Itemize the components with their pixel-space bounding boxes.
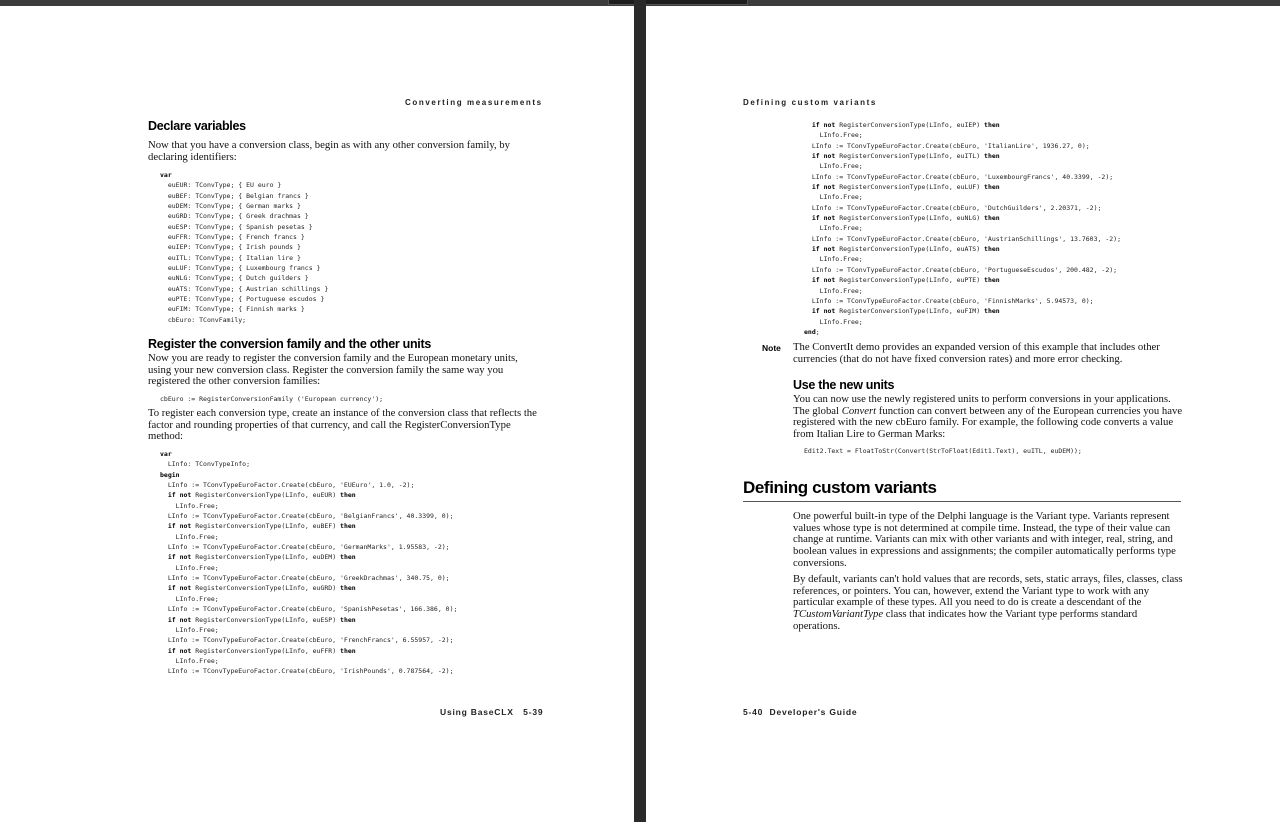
code-line: euIEP: TConvType; { Irish pounds } (160, 243, 301, 252)
running-head-left: Converting measurements (405, 98, 543, 107)
code-line: LInfo.Free; (804, 131, 863, 140)
code-line: euPTE: TConvType; { Portuguese escudos } (160, 295, 325, 304)
code-line: euNLG: TConvType; { Dutch guilders } (160, 274, 309, 283)
heading-declare-variables: Declare variables (148, 119, 246, 133)
code-line: LInfo := TConvTypeEuroFactor.Create(cbEuro, 'LuxembourgFrancs', 40.3399, -2); (804, 172, 1114, 181)
code-line: if not RegisterConversionType(LInfo, euESP) then (167, 615, 356, 624)
code-line: if not RegisterConversionType(LInfo, euGRD) then (167, 584, 356, 593)
code-line: cbEuro: TConvFamily; (160, 315, 247, 324)
code-line: euFIM: TConvType; { Finnish marks } (160, 305, 305, 314)
code-line: LInfo.Free; (804, 193, 863, 202)
code-line: if not RegisterConversionType(LInfo, euIEP) then (811, 121, 1000, 129)
heading-register-family: Register the conversion family and the other units (148, 337, 431, 351)
code-line: LInfo.Free; (804, 162, 863, 171)
code-line: if not RegisterConversionType(LInfo, euATS) then (811, 245, 1000, 254)
code-line: LInfo.Free; (804, 317, 863, 326)
code-convert-example: Edit2.Text = FloatToStr(Convert(StrToFloat(Edit1.Text), euITL, euDEM)); (804, 447, 1082, 455)
code-line: end; (804, 327, 820, 336)
code-block-declare (160, 170, 328, 325)
code-line: LInfo := TConvTypeEuroFactor.Create(cbEuro, 'BelgianFrancs', 40.3399, 0); (160, 512, 454, 521)
code-line: LInfo := TConvTypeEuroFactor.Create(cbEuro, 'GreekDrachmas', 340.75, 0); (160, 574, 450, 583)
page-gutter (634, 0, 646, 822)
code-line: euDEM: TConvType; { German marks } (160, 202, 301, 211)
paragraph-variants-1: One powerful built-in type of the Delphi language is the Variant type. Variants represent values whose type is not determined at compile time. Instead, the type of their value can change at runtime. Variants can mix with other variants and with integer, real, string, and boolean values in expressions and assignments; the compiler automatically performs type conversions. (793, 510, 1176, 569)
code-line: if not RegisterConversionType(LInfo, euPTE) then (811, 276, 1000, 285)
code-line: if not RegisterConversionType(LInfo, euBEF) then (167, 522, 356, 531)
code-line: LInfo := TConvTypeEuroFactor.Create(cbEuro, 'ItalianLire', 1936.27, 0); (804, 141, 1090, 150)
code-line: if not RegisterConversionType(LInfo, euEUR) then (167, 491, 356, 500)
code-line: LInfo := TConvTypeEuroFactor.Create(cbEuro, 'AustrianSchillings', 13.7603, -2); (804, 234, 1121, 243)
page-5-40 (646, 6, 1280, 822)
footer-left: Using BaseCLX 5-39 (440, 707, 544, 717)
code-line: LInfo.Free; (160, 656, 219, 665)
paragraph-register-types: To register each conversion type, create an instance of the conversion class that reflects the factor and rounding properties of that currency, and call the RegisterConversionType method: (148, 407, 537, 443)
heading-defining-custom-variants: Defining custom variants (743, 478, 937, 497)
code-line: euESP: TConvType; { Spanish pesetas } (160, 222, 313, 231)
footer-right: 5-40 Developer's Guide (743, 707, 858, 717)
convert-function-name: Convert (841, 404, 877, 417)
code-line: LInfo.Free; (804, 255, 863, 264)
paragraph-variants-2: By default, variants can't hold values that are records, sets, static arrays, files, classes, class references, or pointers. You can, however, extend the Variant type to work with any particular example of these types. All you need to do is create a descendant of the TCustomVariantType class that indicates how the Variant type performs standard operations. (793, 573, 1183, 632)
code-line: LInfo := TConvTypeEuroFactor.Create(cbEuro, 'PortugueseEscudos', 200.482, -2); (804, 265, 1118, 274)
code-line: var (160, 450, 172, 458)
code-line: LInfo: TConvTypeInfo; (160, 460, 251, 469)
code-line: euGRD: TConvType; { Greek drachmas } (160, 212, 309, 221)
code-line: LInfo.Free; (160, 625, 219, 634)
code-line: if not RegisterConversionType(LInfo, euLUF) then (811, 183, 1000, 192)
code-line: euEUR: TConvType; { EU euro } (160, 181, 282, 190)
code-line: LInfo.Free; (160, 532, 219, 541)
code-line: euATS: TConvType; { Austrian schillings } (160, 284, 329, 293)
heading-use-new-units: Use the new units (793, 378, 895, 392)
viewer-toolbar-handle[interactable] (608, 0, 748, 5)
code-line: LInfo := TConvTypeEuroFactor.Create(cbEuro, 'GermanMarks', 1.95583, -2); (160, 543, 450, 552)
code-block-register-types (160, 449, 457, 677)
code-line: begin (160, 470, 180, 479)
tcustomvarianttype-class-name: TCustomVariantType (793, 608, 884, 621)
code-line: LInfo := TConvTypeEuroFactor.Create(cbEuro, 'FinnishMarks', 5.94573, 0); (804, 296, 1094, 305)
note-text: The ConvertIt demo provides an expanded version of this example that includes other currencies (that do not have fixed conversion rates) and more error checking. (793, 341, 1160, 365)
code-line: LInfo.Free; (160, 594, 219, 603)
code-line: if not RegisterConversionType(LInfo, euFFR) then (167, 646, 356, 655)
code-line: if not RegisterConversionType(LInfo, euDEM) then (167, 553, 356, 562)
note-label: Note (762, 343, 781, 353)
code-line: euLUF: TConvType; { Luxembourg francs } (160, 264, 321, 273)
code-line: if not RegisterConversionType(LInfo, euFIM) then (811, 307, 1000, 316)
code-line: LInfo.Free; (160, 563, 219, 572)
code-line: LInfo := TConvTypeEuroFactor.Create(cbEuro, 'EUEuro', 1.0, -2); (160, 481, 415, 490)
code-line: LInfo := TConvTypeEuroFactor.Create(cbEuro, 'IrishPounds', 0.787564, -2); (160, 667, 454, 676)
code-line: LInfo := TConvTypeEuroFactor.Create(cbEuro, 'DutchGuilders', 2.20371, -2); (804, 203, 1102, 212)
page-5-39 (0, 6, 634, 822)
paragraph-declare-variables: Now that you have a conversion class, begin as with any other conversion family, by declaring identifiers: (148, 139, 510, 163)
code-line: if not RegisterConversionType(LInfo, euITL) then (811, 152, 1000, 161)
code-block-continued (804, 120, 1121, 337)
code-line: cbEuro := RegisterConversionFamily ('European currency'); (160, 395, 384, 403)
code-line: euITL: TConvType; { Italian lire } (160, 253, 301, 262)
code-line: euFFR: TConvType; { French francs } (160, 233, 305, 242)
code-line: LInfo.Free; (804, 224, 863, 233)
code-line: LInfo := TConvTypeEuroFactor.Create(cbEuro, 'SpanishPesetas', 166.386, 0); (160, 605, 458, 614)
code-line: var (160, 171, 172, 179)
code-block-register-family (160, 394, 383, 404)
code-line: euBEF: TConvType; { Belgian francs } (160, 191, 309, 200)
code-line: LInfo := TConvTypeEuroFactor.Create(cbEuro, 'FrenchFrancs', 6.55957, -2); (160, 636, 454, 645)
paragraph-register-family: Now you are ready to register the conversion family and the European monetary units, using your new conversion class. Register the conversion family the same way you registered the other conversion families: (148, 352, 518, 388)
code-line: if not RegisterConversionType(LInfo, euNLG) then (811, 214, 1000, 223)
paragraph-use-new-units: You can now use the newly registered units to perform conversions in your applications. The global Convert function can convert between any of the European currencies you have registered with the new cbEuro family. For example, the following code converts a value from Italian Lire to German Marks: (793, 393, 1183, 441)
code-line: LInfo.Free; (160, 501, 219, 510)
section-rule (743, 501, 1181, 502)
running-head-right: Defining custom variants (743, 98, 877, 107)
code-line: LInfo.Free; (804, 286, 863, 295)
